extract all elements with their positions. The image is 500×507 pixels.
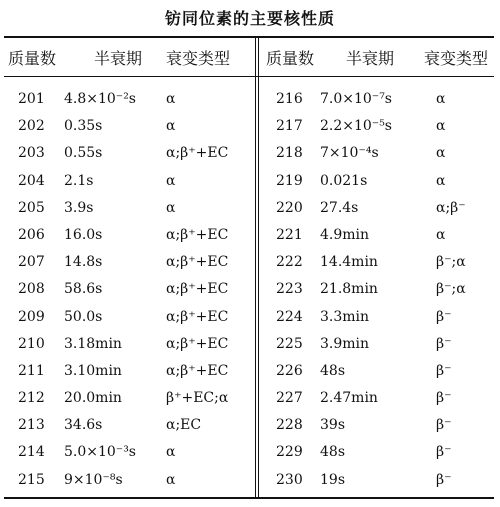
halflife-cell: 39s (320, 417, 345, 434)
header-rule (4, 76, 494, 77)
table-row (4, 304, 254, 331)
table-row (262, 222, 500, 249)
mass-cell: 203 (18, 145, 45, 162)
halflife-cell: 4.9min (320, 226, 370, 243)
decay-cell: α (436, 172, 446, 189)
halflife-cell: 3.9s (64, 199, 94, 216)
halflife-cell: 21.8min (320, 281, 378, 298)
halflife-cell: 14.8s (64, 254, 103, 271)
table-row (262, 412, 500, 439)
table-row (262, 358, 500, 385)
header-mass-left: 质量数 (8, 49, 57, 68)
decay-cell: α;EC (166, 417, 202, 434)
mass-cell: 229 (276, 444, 303, 461)
decay-cell: β⁻ (436, 390, 452, 407)
table-body-left (4, 86, 254, 494)
halflife-cell: 3.18min (64, 335, 122, 352)
table-row (262, 439, 500, 466)
decay-cell: α;β⁺+EC (166, 254, 229, 271)
mass-cell: 206 (18, 226, 45, 243)
top-rule (4, 36, 494, 38)
table-row (262, 467, 500, 494)
halflife-cell: 48s (320, 362, 345, 379)
halflife-cell: 5.0×10⁻³s (64, 444, 136, 461)
mass-cell: 202 (18, 118, 45, 135)
mass-cell: 214 (18, 444, 45, 461)
halflife-cell: 7×10⁻⁴s (320, 145, 379, 162)
halflife-cell: 27.4s (320, 199, 359, 216)
column-divider (255, 37, 259, 498)
halflife-cell: 3.3min (320, 308, 370, 325)
decay-cell: β⁻;α (436, 254, 466, 271)
decay-cell: α (436, 145, 446, 162)
mass-cell: 201 (18, 91, 45, 107)
table-row (4, 358, 254, 385)
header-decay-right: 衰变类型 (424, 49, 489, 68)
decay-cell: β⁻ (436, 417, 452, 434)
mass-cell: 205 (18, 199, 45, 216)
decay-cell: α;β⁺+EC (166, 281, 229, 298)
mass-cell: 213 (18, 417, 45, 434)
decay-cell: α (166, 118, 176, 135)
decay-cell: α;β⁺+EC (166, 145, 229, 162)
mass-cell: 208 (18, 281, 45, 298)
mass-cell: 209 (18, 308, 45, 325)
halflife-cell: 0.55s (64, 145, 103, 162)
table-row (4, 195, 254, 222)
table-row (4, 385, 254, 412)
mass-cell: 222 (276, 254, 303, 271)
table-body-right (262, 86, 500, 494)
decay-cell: β⁻ (436, 308, 452, 325)
mass-cell: 204 (18, 172, 45, 189)
halflife-cell: 0.35s (64, 118, 103, 135)
decay-cell: α;β⁺+EC (166, 226, 229, 243)
decay-cell: β⁺+EC;α (166, 390, 229, 407)
mass-cell: 230 (276, 471, 303, 488)
mass-cell: 221 (276, 226, 303, 243)
decay-cell: α;β⁺+EC (166, 308, 229, 325)
halflife-cell: 48s (320, 444, 345, 461)
mass-cell: 218 (276, 145, 303, 162)
header-halflife-left: 半衰期 (94, 49, 143, 68)
mass-cell: 217 (276, 118, 303, 135)
decay-cell: α (436, 118, 446, 135)
mass-cell: 223 (276, 281, 303, 298)
halflife-cell: 4.8×10⁻²s (64, 91, 136, 107)
halflife-cell: 50.0s (64, 308, 103, 325)
halflife-cell: 34.6s (64, 417, 103, 434)
table-row (4, 113, 254, 140)
table-row (4, 412, 254, 439)
mass-cell: 216 (276, 91, 303, 107)
halflife-cell: 0.021s (320, 172, 368, 189)
halflife-cell: 20.0min (64, 390, 122, 407)
halflife-cell: 2.1s (64, 172, 94, 189)
table-row (262, 140, 500, 167)
decay-cell: α (166, 91, 176, 107)
table-row (262, 385, 500, 412)
mass-cell: 227 (276, 390, 303, 407)
mass-cell: 207 (18, 254, 45, 271)
halflife-cell: 16.0s (64, 226, 103, 243)
header-decay-left: 衰变类型 (166, 49, 231, 68)
table-row (4, 439, 254, 466)
table-row (262, 249, 500, 276)
table-row (4, 249, 254, 276)
decay-cell: α (166, 172, 176, 189)
table-row (4, 86, 254, 113)
decay-cell: β⁻ (436, 444, 452, 461)
header-halflife-right: 半衰期 (346, 49, 395, 68)
table-row (4, 222, 254, 249)
halflife-cell: 19s (320, 471, 345, 488)
table-row (262, 276, 500, 303)
decay-cell: α;β⁺+EC (166, 335, 229, 352)
decay-cell: α;β⁺+EC (166, 362, 229, 379)
decay-cell: α (436, 91, 446, 107)
mass-cell: 211 (18, 362, 45, 379)
table-row (4, 140, 254, 167)
halflife-cell: 3.9min (320, 335, 370, 352)
decay-cell: α (436, 226, 446, 243)
decay-cell: α;β⁻ (436, 199, 466, 216)
mass-cell: 220 (276, 199, 303, 216)
mass-cell: 210 (18, 335, 45, 352)
halflife-cell: 9×10⁻⁸s (64, 471, 123, 488)
table-row (262, 113, 500, 140)
mass-cell: 225 (276, 335, 303, 352)
table-row (4, 467, 254, 494)
table-row (4, 331, 254, 358)
mass-cell: 215 (18, 471, 45, 488)
decay-cell: α (166, 444, 176, 461)
halflife-cell: 7.0×10⁻⁷s (320, 91, 392, 107)
table-title: 钫同位素的主要核性质 (164, 9, 335, 28)
decay-cell: β⁻ (436, 362, 452, 379)
mass-cell: 228 (276, 417, 303, 434)
halflife-cell: 2.47min (320, 390, 378, 407)
mass-cell: 224 (276, 308, 303, 325)
table-row (262, 86, 500, 113)
decay-cell: β⁻ (436, 471, 452, 488)
decay-cell: β⁻ (436, 335, 452, 352)
table-row (262, 168, 500, 195)
decay-cell: α (166, 199, 176, 216)
header-mass-right: 质量数 (266, 49, 315, 68)
table-row (262, 304, 500, 331)
mass-cell: 219 (276, 172, 303, 189)
table-row (4, 168, 254, 195)
halflife-cell: 2.2×10⁻⁵s (320, 118, 392, 135)
table-row (262, 195, 500, 222)
decay-cell: β⁻;α (436, 281, 466, 298)
table-row (4, 276, 254, 303)
table-row (262, 331, 500, 358)
mass-cell: 212 (18, 390, 45, 407)
mass-cell: 226 (276, 362, 303, 379)
decay-cell: α (166, 471, 176, 488)
bottom-rule (4, 497, 494, 499)
halflife-cell: 58.6s (64, 281, 103, 298)
halflife-cell: 3.10min (64, 362, 122, 379)
halflife-cell: 14.4min (320, 254, 378, 271)
